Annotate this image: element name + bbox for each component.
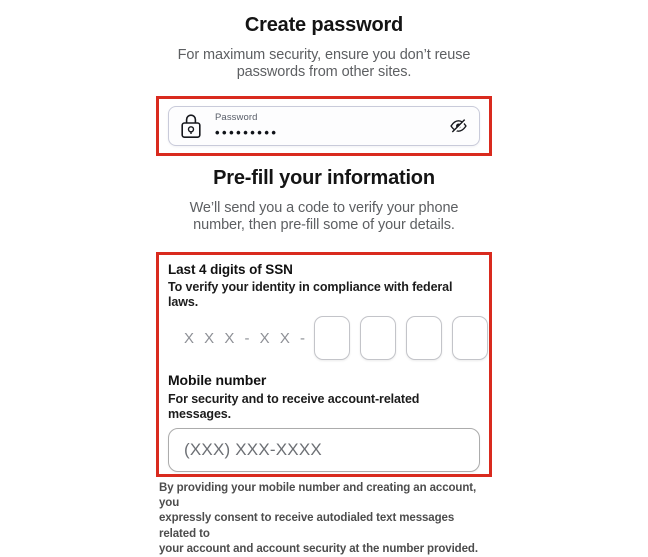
create-password-subtitle [0, 47, 648, 81]
lock-icon [180, 112, 202, 140]
password-masked-value: ••••••••• [215, 125, 279, 140]
subtitle-line: We’ll send you a code to verify your phone [189, 200, 459, 216]
legal-line: your account and account security at the number provided. [159, 542, 478, 555]
mobile-helper: For security and to receive account-related messages. [168, 392, 420, 421]
mobile-number-input[interactable] [168, 428, 480, 472]
subtitle-line: For maximum security, ensure you don’t reuse [177, 47, 471, 63]
show-password-toggle[interactable] [449, 117, 468, 136]
prefill-title: Pre-fill your information [213, 167, 435, 189]
ssn-digit-input-3[interactable] [406, 316, 442, 360]
prefill-subtitle [0, 200, 648, 234]
legal-line: By providing your mobile number and creating an account, you [159, 482, 477, 510]
ssn-input-row [168, 316, 480, 360]
ssn-digit-input-4[interactable] [452, 316, 488, 360]
legal-line: expressly consent to receive autodialed text messages related to [159, 512, 455, 540]
consent-legal-text [159, 481, 493, 557]
subtitle-line: passwords from other sites. [236, 64, 412, 80]
password-label: Password [215, 112, 258, 123]
ssn-digit-input-1[interactable] [314, 316, 350, 360]
subtitle-line: number, then pre-fill some of your details. [193, 217, 455, 233]
mobile-label: Mobile number [168, 372, 267, 388]
annotation-box-prefill [156, 252, 492, 477]
password-field-text [215, 112, 278, 140]
password-input[interactable] [168, 106, 480, 146]
ssn-helper: To verify your identity in compliance with federal laws. [168, 280, 453, 309]
ssn-label: Last 4 digits of SSN [168, 262, 293, 277]
ssn-digit-boxes [314, 316, 488, 360]
eye-off-icon [449, 117, 468, 136]
ssn-mask-prefix: X X X - X X - [184, 329, 309, 347]
create-password-title: Create password [244, 14, 404, 36]
ssn-digit-input-2[interactable] [360, 316, 396, 360]
annotation-box-password [156, 96, 492, 156]
